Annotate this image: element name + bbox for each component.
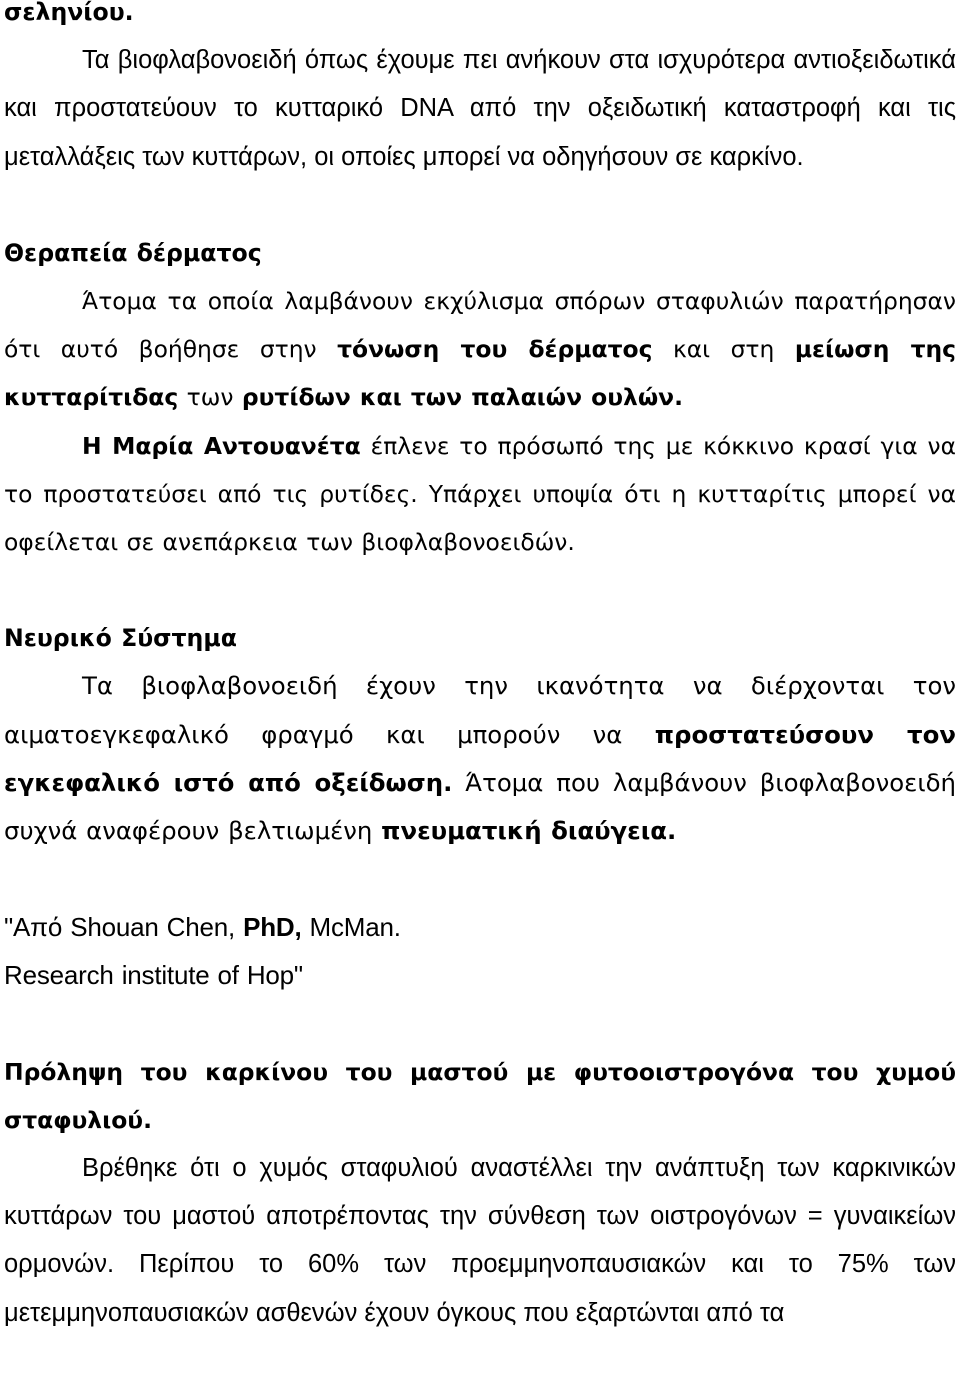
skin-bold-1: τόνωση του δέρματος [337,335,653,364]
document-page [4,0,956,1337]
paragraph-bioflavonoids-antioxidants: Τα βιοφλαβονοειδή όπως έχουμε πει ανήκουν στα ισχυρότερα αντιοξειδωτικά και προστατεύουν το κυτταρικό DNA από την οξειδωτική καταστροφή και τις μεταλλάξεις των κυττάρων, οι οποίες μπορεί να οδηγήσουν σε καρκίνο. [4,46,956,171]
citation-bold: PhD, [243,912,302,943]
paragraph-nervous-system [4,662,956,855]
citation-line-1 [4,903,956,951]
spacer [4,181,956,229]
skin-text-4: έπλενε το πρόσωπό της με κόκκινο κρασί για να το προστατεύσει από τις ρυτίδες. Υπάρχει υποψία ότι η κυτταρίτις μπορεί να οφείλεται σε ανεπάρκεια των βιοφλαβονοειδών. [4,431,956,557]
citation-text-2: McMan. [301,912,401,943]
paragraph-end-selenium [4,0,956,36]
skin-text-1: Άτομα τα οποία λαμβάνουν εκχύλισμα σπόρων σταφυλιών παρατήρησαν ότι αυτό βοήθησε στην [4,287,956,364]
citation-text-1: "Από Shouan Chen, [4,912,244,943]
text-selenium: σεληνίου. [4,0,134,26]
skin-bold-4: Η Μαρία Αντουανέτα [82,431,361,460]
spacer [4,1000,956,1048]
skin-text-3: των [178,383,242,412]
nervous-text-1: Τα βιοφλαβονοειδή έχουν την ικανότητα να διέρχονται τον αιματοεγκεφαλικό φραγμό και μπορούν να [4,671,956,749]
spacer [4,566,956,614]
nervous-bold-1: προστατεύσουν τον εγκεφαλικό ιστό από οξείδωση. [4,719,956,797]
heading-skin-therapy: Θεραπεία δέρματος [4,238,262,267]
paragraph-skin-therapy [4,277,956,422]
citation-line-2: Research institute of Hop" [4,960,303,991]
nervous-text-2: Άτομα που λαμβάνουν βιοφλαβονοειδή συχνά αναφέρουν βελτιωμένη [4,767,956,846]
skin-bold-2: μείωση της κυτταρίτιδας [4,335,957,412]
paragraph-marie-antoinette [4,422,956,567]
paragraph-breast-cancer: Βρέθηκε ότι ο χυμός σταφυλιού αναστέλλει την ανάπτυξη των καρκινικών κυττάρων του μαστού αποτρέποντας την σύνθεση των οιστρογόνων = γυναικείων ορμονών. Περίπου το 60% των προεμμηνοπαυσιακών και το 75% των μετεμμηνοπαυσιακών ασθενών έχουν όγκους που εξαρτώνται από τα [4,1154,956,1327]
spacer [4,855,956,903]
skin-text-2: και στη [652,335,795,364]
skin-bold-3: ρυτίδων και των παλαιών ουλών. [241,383,683,412]
heading-nervous-system: Νευρικό Σύστημα [4,624,237,653]
heading-breast-cancer-prevention: Πρόληψη του καρκίνου του μαστού με φυτοοιστρογόνα του χυμού σταφυλιού. [4,1057,956,1134]
nervous-bold-2: πνευματική διαύγεια. [381,816,677,846]
